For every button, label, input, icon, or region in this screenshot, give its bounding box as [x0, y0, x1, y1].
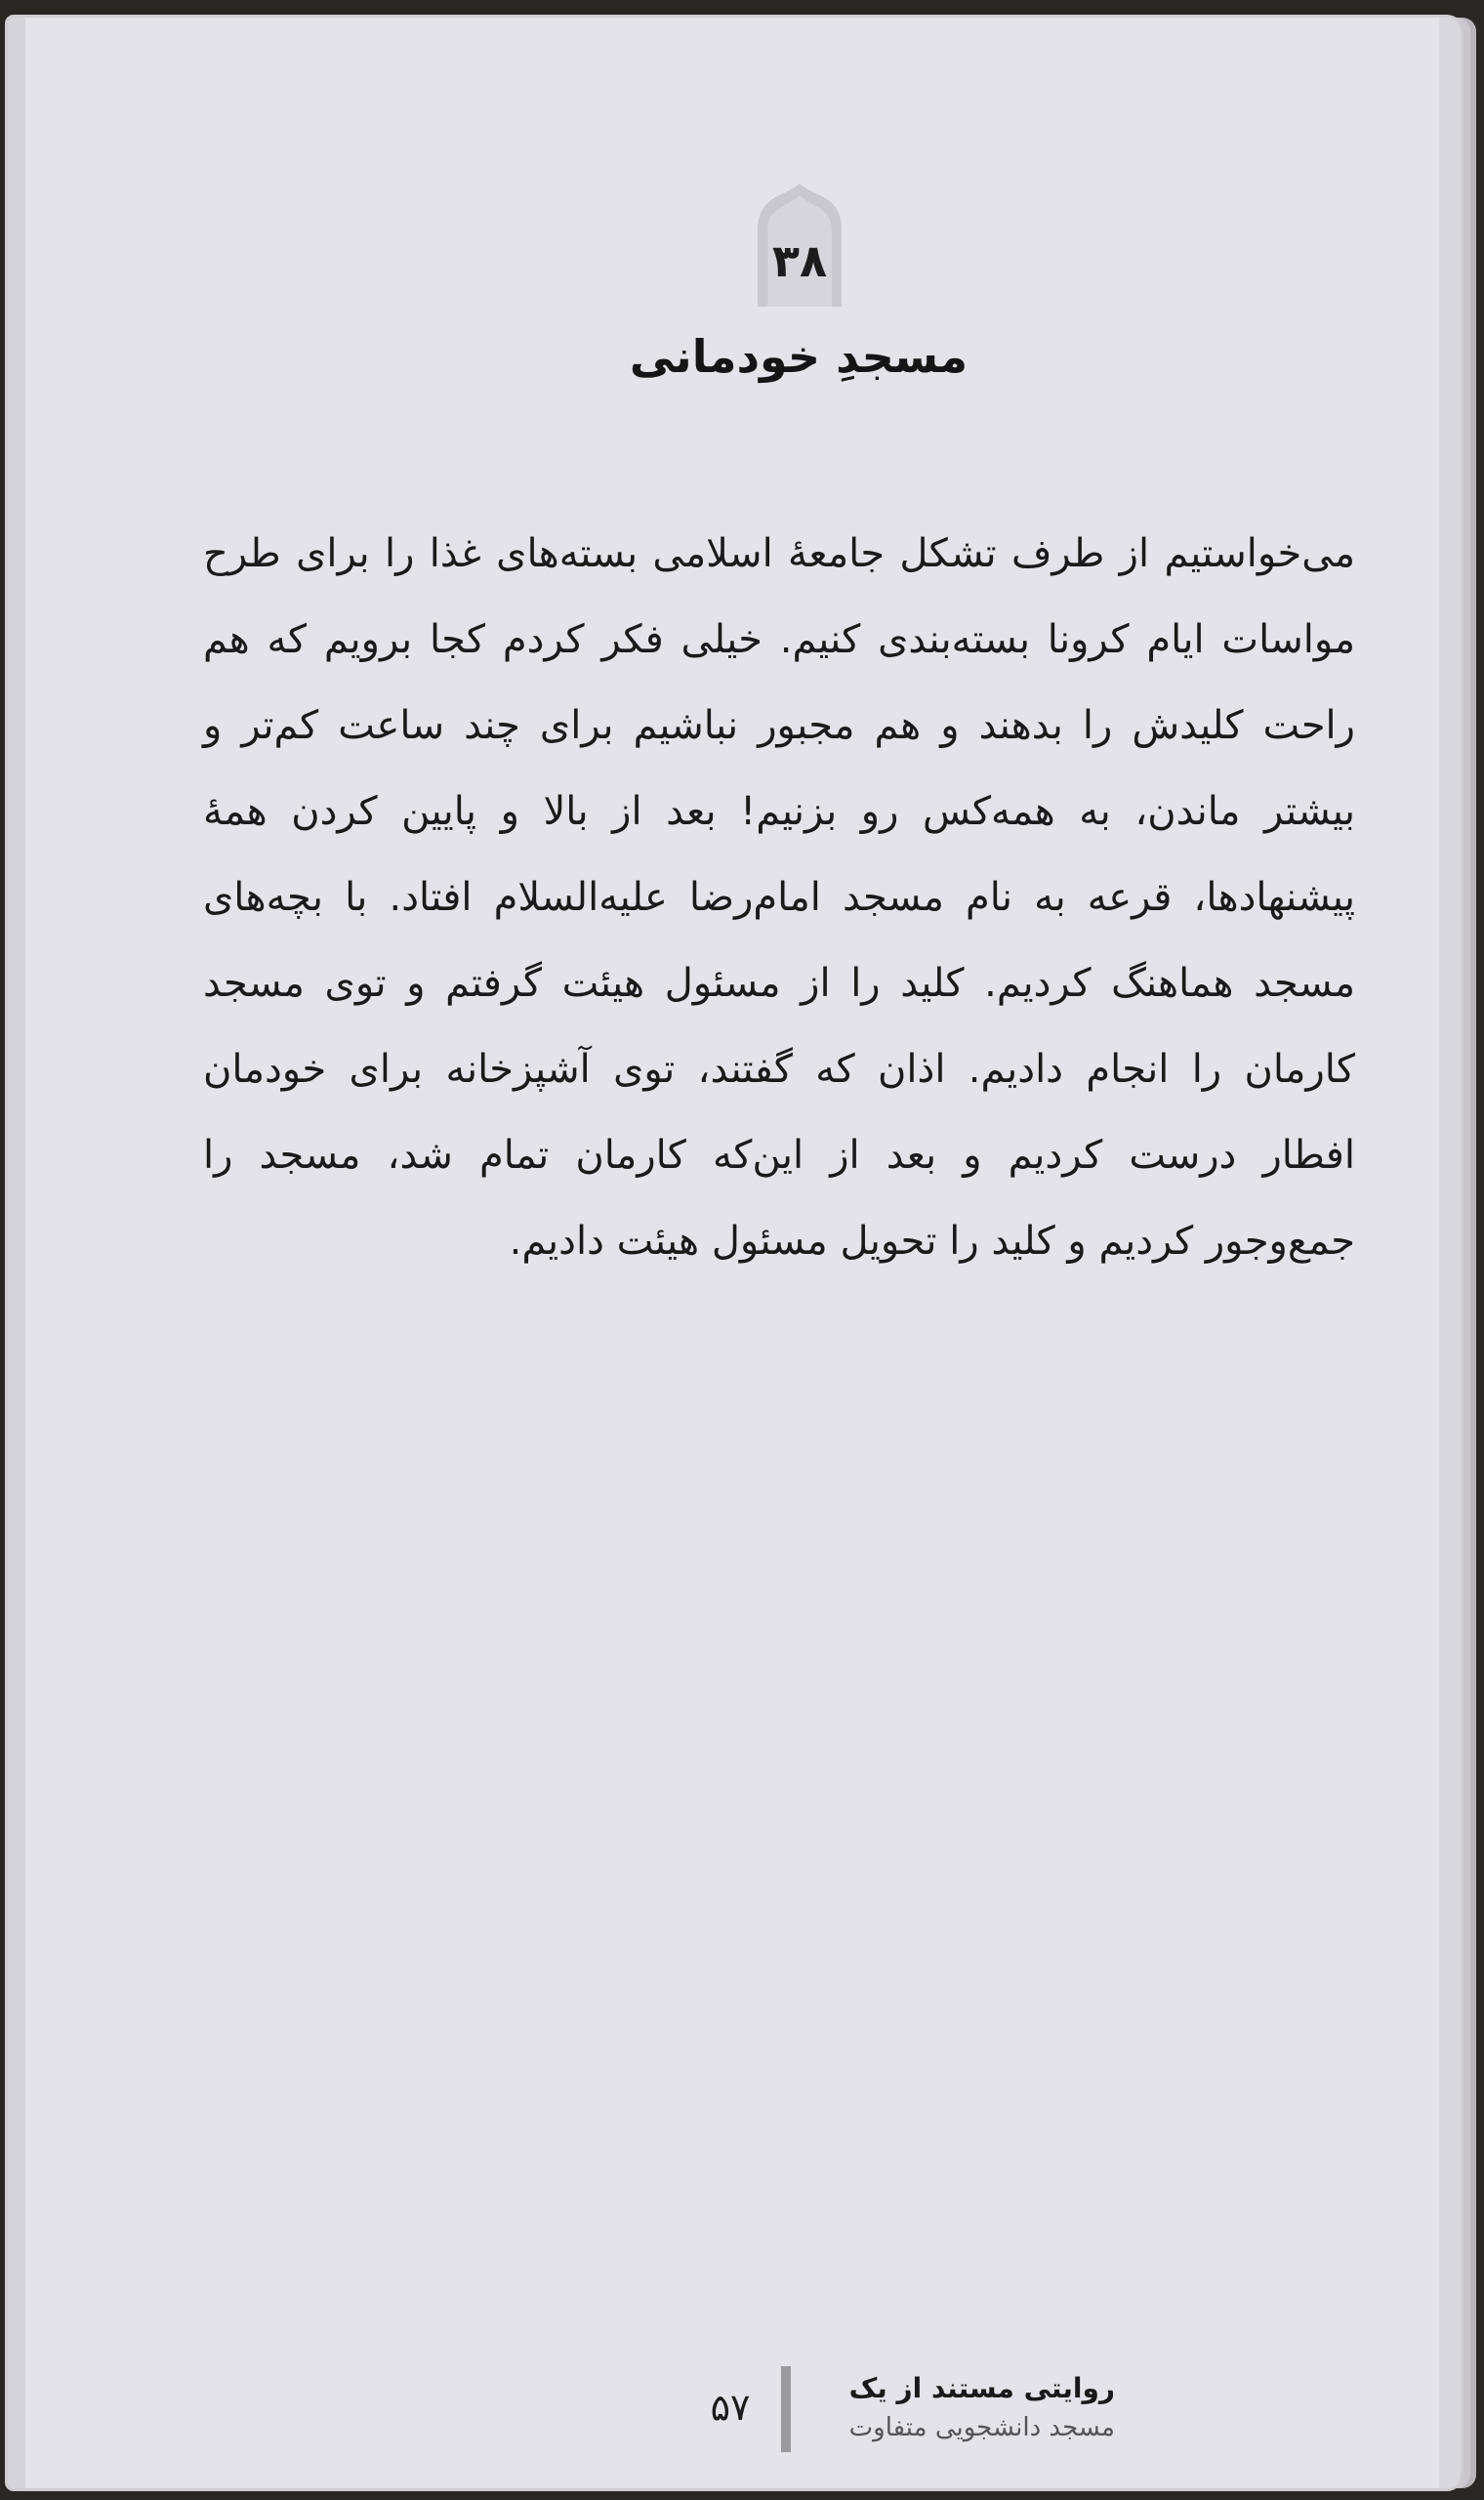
page-number: ۵۷ [710, 2386, 751, 2429]
book-subtitle: مسجد دانشجویی متفاوت [848, 2413, 1115, 2442]
footer-divider [781, 2366, 791, 2452]
page-gutter [8, 18, 25, 2488]
page-footer [691, 2366, 1121, 2454]
book-page [8, 18, 1461, 2488]
chapter-number: ۳۸ [771, 234, 828, 287]
body-paragraph: می‌خواستیم از طرف تشکل جامعهٔ اسلامی بسته‌های غذا را برای طرح مواسات ایام کرونا بسته‌بندی کنیم. خیلی فکر کردم کجا برویم که هم راحت کلیدش را بدهند و هم مجبور نباشیم برای چند ساعت کم‌تر و بیشتر ماندن، به همه‌کس رو بزنیم! بعد از بالا و پایین کردن همهٔ پیشنهادها، قرعه به نام مسجد امام‌رضا علیه‌السلام افتاد. با بچه‌های مسجد هماهنگ کردیم. کلید را از مسئول هیئت گرفتم و توی مسجد کارمان را انجام دادیم. اذان که گفتند، توی آشپزخانه برای خودمان افطار درست کردیم و بعد از این‌که کارمان تمام شد، مسجد را جمع‌وجور کردیم و کلید را تحویل مسئول هیئت دادیم. [203, 531, 1355, 1264]
book-title: روایتی مستند از یک [848, 2372, 1115, 2404]
chapter-title: مسجدِ خودمانی [629, 330, 969, 383]
page-edge [1439, 18, 1461, 2488]
chapter-badge [758, 184, 842, 307]
